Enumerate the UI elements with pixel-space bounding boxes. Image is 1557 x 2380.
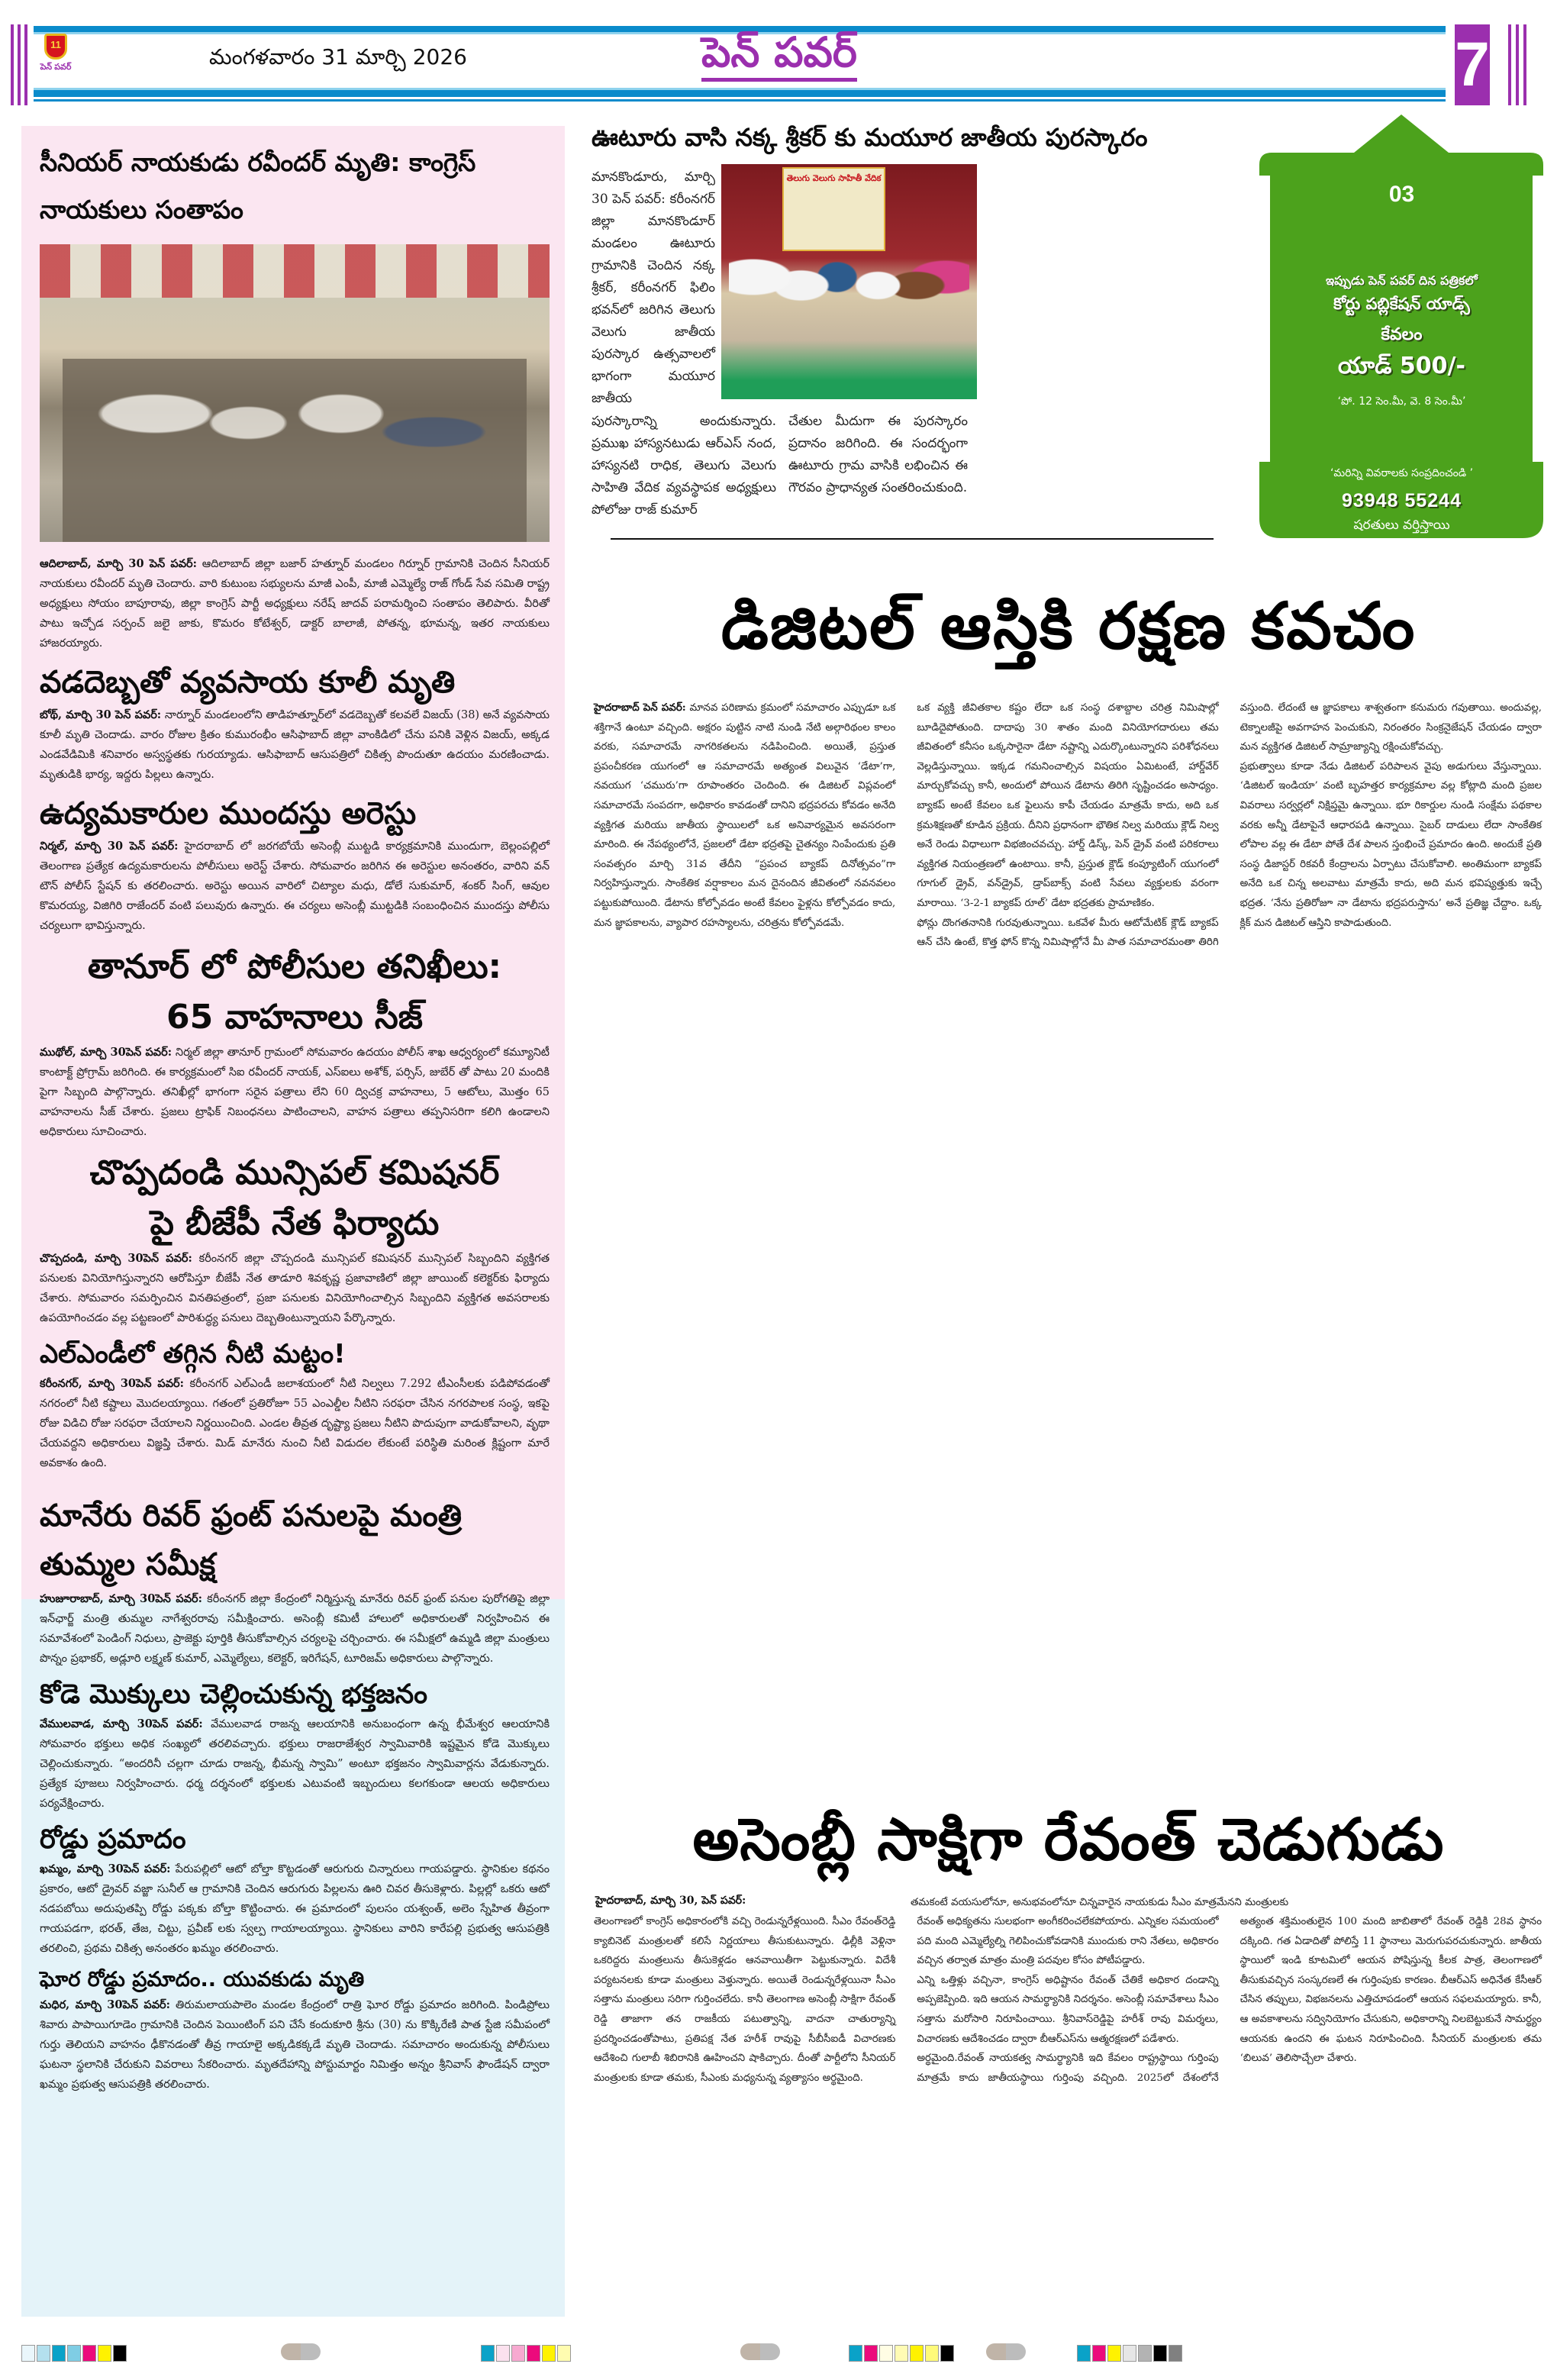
masthead-band-bottom: [34, 90, 1446, 97]
photo-stage-banner: తెలుగు వెలుగు సాహితీ వేదిక: [782, 167, 885, 251]
revanth-paragraph: తెలంగాణలో కాంగ్రెస్ అధికారంలోకి వచ్చి రెండున్నరేళ్లయింది. సీఎం రేవంత్‌రెడ్డి క్యాబినెట్ మంత్రులతో కలిసే నిర్ణయాలు తీసుకుటున్నారు. ఢిల్లీకి వెళ్లినా ఒకరిద్దరు మంత్రలును తీసుకెళ్లడం ఆనవాయితీగా పెట్టుకున్నారు. విదేశీ పర్యటనలకు కూడా మంత్రులు వెళ్తున్నారు. అయితే రెండున్నరేళ్లయినా సీఎం సత్తాను మంత్రులు సరిగా గుర్తించలేదు. కానీ తెలంగాణ అసెంబ్లీ సాక్షిగా రేవంత్ రెడ్డి తాజాగా తన రాజకీయ పటుత్వాన్ని, వాదనా చాతుర్యాన్ని ప్రదర్శించడంతోపాటు, ప్రతిపక్ష నేత హరీశ్ రావుపై సీబీసీఐడీ విచారణకు ఆదేశించి గులాబీ శిబిరానికి ఊహించని షాకిచ్చారు. దీంతో పార్టీలోని సీనియర్ మంత్రులకు కూడా తమకు, సీఎంకు మధ్యనున్న వ్యత్యాసం అర్థమైంది.: [594, 1916, 896, 2084]
registration-pill: [986, 2343, 1026, 2360]
news-article: [40, 791, 550, 936]
news-article: [40, 1965, 550, 2095]
color-swatch: [557, 2345, 571, 2362]
article-body: కరీంనగర్, మార్చి 30పెన్ పవర్: కరీంనగర్ ఎల్ఎండీ జలాశయంలో నీటి నిల్వలు 7.292 టీఎంసీలకు పడిపోవడంతో నగరంలో నీటి కష్టాలు మొదలయ్యాయి. గతంలో ప్రతిరోజూ 55 ఎంఎల్డీల నీటిని సరఫరా చేసిన నగరపాలక సంస్థ, ఇకపై రోజు విడిచి రోజు సరఫరా చేయాలని నిర్ణయించింది. ఎండల తీవ్రత దృష్ట్యా ప్రజలు నీటిని పొదుపుగా వాడుకోవాలని, వృథా చేయవద్దని అధికారులు విజ్ఞప్తి చేశారు. మిడ్ మానేరు నుంచి నీటి విడుదల లేకుంటే పరిస్థితి మరింత క్లిష్టంగా మారే అవకాశం ఉంది.: [40, 1377, 550, 1469]
article-body: నిర్మల్, మార్చి 30 పెన్ పవర్: హైదరాబాద్ లో జరగబోయే అసెంబ్లీ ముట్టడి కార్యక్రమానికి ముందుగా, బెల్లంపల్లిలో తెలంగాణ ప్రత్యేక ఉద్యమకారులను పోలీసులు అరెస్ట్ చేశారు. సోమవారం జరిగిన ఈ అరెస్టుల అనంతరం, వారిని వన్ టౌన్ పోలీస్ స్టేషన్ కు తరలించారు. అరెస్టు అయిన వారిలో చిట్యాల మధు, డోలే సుకుమార్, శంకర్ సింగ్, ఆవుల కొమరయ్య, విజిగిరి రాజేందర్ వంటి పలువురు ఉన్నారు. ఈ చర్యలు అసెంబ్లీ ముట్టడికి సంబంధించిన ముందస్తు పోలీసు చర్యలుగా భావిస్తున్నారు.: [40, 840, 550, 932]
feature-paragraph: ఫోన్లు దొంగతనానికి గురవుతున్నాయి. ఒకవేళ మీరు ఆటోమేటిక్ క్లౌడ్ బ్యాకప్ ఆన్ చేసి ఉంటే, కొత్త ఫోన్ కొన్న నిమిషాల్లోనే మీ పాత సమాచారమంతా తిరిగి వస్తుంది. లేదంటే ఆ జ్ఞాపకాలు శాశ్వతంగా కనుమరు గవుతాయి. అందువల్ల, టెక్నాలజీపై అవగాహన పెంచుకుని, నిరంతరం సింక్రనైజేషన్ చేయడం ద్వారా మన వ్యక్తిగత డిజిటల్ సామ్రాజ్యాన్ని రక్షించుకోవచ్చు.: [917, 702, 1542, 949]
color-swatch: [67, 2345, 81, 2362]
feature-headline: డిజిటల్ ఆస్తికి రక్షణ కవచం: [720, 589, 1417, 663]
article-headline: రోడ్డు ప్రమాదం: [40, 1824, 186, 1855]
article-dateline: నిర్మల్, మార్చి 30 పెన్ పవర్:: [40, 840, 179, 853]
feature-paragraph: హైదరాబాద్ పెన్ పవర్: మానవ పరిణామ క్రమంలో సమాచారం ఎప్పుడూ ఒక శక్తిగానే ఉంటూ వచ్చింది. అక్షరం పుట్టిన నాటి నుండి నేటి అల్గారిథంల కాలం వరకు, సమాచారమే నాగరికతలను నడిపించింది. అయితే, ప్రస్తుత ప్రపంచీకరణ యుగంలో ఆ సమాచారమే అత్యంత విలువైన ‘డేటా’గా, నవయుగ ‘చమురు’గా రూపాంతరం చెందింది. ఈ డిజిటల్ విప్లవంలో సమాచారమే సంపదగా, అధికారం కావడంతో దానిని భద్రపరచు కోవడం అనేది వ్యక్తిగత మరియు జాతీయ స్థాయిలలో ఒక అనివార్యమైన అవసరంగా మారింది. ఈ నేపథ్యంలోనే, ప్రజలలో డేటా భద్రతపై చైతన్యం నింపేందుకు ప్రతి సంవత్సరం మార్చి 31వ తేదీని “ప్రపంచ బ్యాకప్ దినోత్సవం”గా నిర్వహిస్తున్నారు. సాంకేతిక వర్షాకాలం మన దైనందిన జీవితంలో నవనవలం పట్టుకుపోయింది. డేటాను కోల్పోవడం అంటే కేవలం ఫైళ్లను కోల్పోవడం కాదు, మన జ్ఞాపకాలను, వ్యాపార రహస్యాలను, చరిత్రను కోల్పోవడమే.: [594, 701, 896, 929]
article-headline: మానేరు రివర్ ఫ్రంట్ పనులపై మంత్రి తుమ్మల సమీక్ష: [40, 1498, 463, 1582]
article-dateline: చొప్పదండి, మార్చి 30పెన్ పవర్:: [40, 1252, 192, 1265]
article-dateline: కరీంనగర్, మార్చి 30పెన్ పవర్:: [40, 1377, 184, 1390]
article-dateline: మధిర, మార్చి 30పెన్ పవర్:: [40, 1998, 170, 2011]
revanth-body-columns: [594, 1912, 1542, 2271]
article-body: మధిర, మార్చి 30పెన్ పవర్: తిరుమలాయపాలెం మండల కేంద్రంలో రాత్రి ఘోర రోడ్డు ప్రమాదం జరిగింది. పిండిప్రోలు శివారు పాపాయిగూడెం గ్రామానికి చెందిన పెయింటింగ్ పని చేసే కందుకూరి శ్రీను (30) ను కొక్కిరేణి పాత స్టేజి సమీపంలో గుర్తు తెలియని వాహనం ఢీకొనడంతో తీవ్ర గాయాలై అక్కడికక్కడే మృతి చెందాడు. సమాచారం అందుకున్న పోలీసులు ఘటనా స్థలానికి చేరుకుని వివరాలు సేకరించారు. మృతదేహాన్ని పోస్టుమార్టం నిమిత్తం అన్నం శ్రీనివాస్ ఫౌండేషన్ ద్వారా ఖమ్మం ప్రభుత్వ ఆసుపత్రికి తరలించారు.: [40, 1998, 550, 2091]
color-swatch: [1153, 2345, 1167, 2362]
masthead: [11, 24, 1537, 105]
masthead-stripe: [1523, 24, 1526, 105]
newspaper-title: పెన్ పవర్: [701, 27, 857, 82]
article-headline: తానూర్ లో పోలీసుల తనిఖీలు: 65 వాహనాలు సీజ్: [87, 947, 502, 1037]
news-article: [40, 1492, 550, 1669]
article-body: బోథ్, మార్చి 30 పెన్ పవర్: నార్నూర్ మండలంలోని తాడిహత్నూర్‌లో వడదెబ్బతో కలవలే విజయ్ (38) అనే వ్యవసాయ కూలీ మృతి చెందాడు. వారం రోజుల క్రితం కుమురంభీం ఆసిఫాబాద్ జిల్లా వాంకిడిలో చేను పనికి వెళ్లిన విజయ్, అక్కడ ఎండవేడిమికి శనివారం అస్వస్థతకు గురయ్యాడు. ఆసిఫాబాద్ ఆసుపత్రిలో చికిత్స పొందుతూ ఉదయం మరణించాడు. మృతుడికి భార్య, ఇద్దరు పిల్లలు ఉన్నారు.: [40, 708, 550, 781]
masthead-stripe: [18, 24, 21, 105]
ad-number: 03: [1388, 182, 1415, 207]
masthead-band-bottom-thin: [34, 99, 1446, 102]
page-number: 7: [1455, 24, 1490, 105]
color-swatch: [481, 2345, 495, 2362]
color-swatch: [21, 2345, 35, 2362]
article-headline: వడదెబ్బతో వ్యవసాయ కూలీ మృతి: [40, 665, 456, 700]
photo-tent: [40, 244, 550, 298]
feature-dateline: హైదరాబాద్ పెన్ పవర్:: [594, 701, 686, 714]
section-divider: [611, 538, 1214, 540]
article-body: ఆదిలాబాద్, మార్చి 30 పెన్ పవర్: ఆదిలాబాద్ జిల్లా బజార్ హత్నూర్ మండలం గిర్నూర్ గ్రామానికి చెందిన సీనియర్ నాయకులు రవీందర్ మృతి చెందారు. వారి కుటుంబ సభ్యులను మాజీ ఎంపీ, మాజీ ఎమ్మెల్యే రాజ్ గోండ్ సేవ సమితి రాష్ట్ర అధ్యక్షులు సోయం బాపూరావు, జిల్లా కాంగ్రెస్ పార్టీ అధ్యక్షులు నరేష్ జాదవ్ పరామర్శించి సంతాపం తెలిపారు. వీరితో పాటు ఇచ్చోడ సర్పంచ్ జలై జాకు, కొమరం కోటేశ్వర్, డాక్టర్ బాలాజీ, పోతన్న, భూమన్న, ఇతర నాయకులు హాజరయ్యారు.: [40, 557, 550, 650]
article-headline: చొప్పదండి మున్సిపల్ కమిషనర్ పై బీజేపీ నేత ఫిర్యాదు: [89, 1153, 500, 1243]
registration-pill: [740, 2343, 780, 2360]
revanth-paragraph: ఎన్ని ఒత్తిళ్లు వచ్చినా, కాంగ్రెస్ అధిష్టానం రేవంత్ చేతికే అధికార దండాన్ని అప్పజెప్పింది. ఇది ఆయన సామర్థ్యానికి నిదర్శనం. అసెంబ్లీ సమావేశాలు సీఎం సత్తాను మరోసారి నిరూపించాయి. శ్రీనివాస్‌రెడ్డిపై హరీశ్ రావు విమర్శలు, విచారణకు ఆదేశించడం ద్వారా బీఆర్ఎస్‌ను ఆత్మరక్షణలో పడేశారు.: [917, 1974, 1219, 2045]
color-swatch: [1077, 2345, 1091, 2362]
color-swatch: [925, 2345, 939, 2362]
ad-line-title: కోర్టు పబ్లికేషన్ యాడ్స్: [1333, 295, 1470, 313]
newspaper-logo: [37, 32, 75, 84]
revanth-paragraph: రేవంత్ అధిక్యతను సులభంగా అంగీకరించలేకపోయారు. ఎన్నికల సమయంలో పది మంది ఎమ్మెల్యేల్ని గెలిపించుకోవడానికి ముందుకు రాని నేతలు, అధికారం వచ్చిన తర్వాత మాత్రం మంత్రి పదవుల కోసం పోటీపడ్డారు.: [917, 1916, 1219, 1967]
revanth-intro: తమకంటే వయసులోనూ, అనుభవంలోనూ చిన్నవారైన నాయకుడు సీఎం మాత్రమేనని మంత్రులకు: [911, 1897, 1289, 1908]
feature-paragraph: ఒక వ్యక్తి జీవితకాల కష్టం లేదా ఒక సంస్థ దశాబ్దాల చరిత్ర నిమిషాల్లో బూడిదైపోతుంది. దాదాపు 30 శాతం మంది వినియోగదారులు తమ జీవితంలో కనీసం ఒక్కసారైనా డేటా నష్టాన్ని ఎదుర్కొంటున్నారని పరిశోధనలు వెల్లడిస్తున్నాయి. ఇక్కడ గమనించాల్సిన విషయం ఏమిటంటే, హార్డ్‌వేర్ మార్చుకోవచ్చు కానీ, అందులో పోయిన డేటాను తిరిగి సృష్టించడం అసాధ్యం. బ్యాకప్ అంటే కేవలం ఒక ఫైలును కాపీ చేయడం మాత్రమే కాదు, అది ఒక క్రమశిక్షణతో కూడిన ప్రక్రియ. దీనిని ప్రధానంగా భౌతిక నిల్వ మరియు క్లౌడ్ నిల్వ అనే రెండు విధాలుగా విభజించవచ్చు. హార్డ్ డిస్క్, పెన్ డ్రైవ్ వంటి పరికరాలు వ్యక్తిగత నియంత్రణలో ఉంటాయి. కానీ, ప్రస్తుత క్లౌడ్ కంప్యూటింగ్ యుగంలో గూగుల్ డ్రైవ్, వన్‌డ్రైవ్, డ్రాప్‌బాక్స్ వంటి సేవలు వ్యక్తులకు వరంగా మారాయి. ‘3-2-1 బ్యాకప్ రూల్’ డేటా భద్రతకు ప్రామాణికం.: [917, 702, 1219, 909]
revanth-headline: అసెంబ్లీ సాక్షిగా రేవంత్ చెడుగుడు: [692, 1805, 1445, 1873]
award-body-right: చేతుల మీదుగా ఈ పురస్కారం ప్రదానం జరిగింది. ఈ సందర్భంగా ఊటూరు గ్రామ వాసికి లభించిన ఈ గౌరవం ప్రాధాన్యత సంతరించుకుంది.: [788, 414, 968, 495]
masthead-stripe: [1508, 24, 1511, 105]
photo-people: [729, 210, 969, 378]
article-body: హుజూరాబాద్, మార్చి 30పెన్ పవర్: కరీంనగర్ జిల్లా కేంద్రంలో నిర్మిస్తున్న మానేరు రివర్ ఫ్రంట్ పనుల పురోగతిపై జిల్లా ఇన్‌ఛార్జ్ మంత్రి తుమ్మల నాగేశ్వరరావు సమీక్షించారు. అసెంబ్లీ కమిటీ హాలులో అధికారులతో నిర్వహించిన ఈ సమావేశంలో పెండింగ్ నిధులు, ప్రాజెక్టు పూర్తికి తీసుకోవాల్సిన చర్యలపై చర్చించారు. ఈ సమీక్షలో ఉమ్మడి జిల్లా మంత్రులు పొన్నం ప్రభాకర్, అడ్లూరి లక్ష్మణ్ కుమార్, ఎమ్మెల్యేలు, కలెక్టర్, ఇరిగేషన్, టూరిజమ్ అధికారులు పాల్గొన్నారు.: [40, 1592, 550, 1665]
article-dateline: వేములవాడ, మార్చి 30పెన్ పవర్:: [40, 1717, 203, 1730]
news-article: [40, 659, 550, 785]
color-swatch: [910, 2345, 924, 2362]
news-article: [40, 1334, 550, 1473]
article-headline: ఎల్ఎండీలో తగ్గిన నీటి మట్టం!: [40, 1339, 346, 1369]
ad-terms: షరతులు వర్తిస్తాయి: [1353, 518, 1450, 533]
color-swatch: [113, 2345, 127, 2362]
award-photo: [721, 164, 977, 399]
color-swatch: [849, 2345, 862, 2362]
color-swatch: [98, 2345, 111, 2362]
article-headline: ఉద్యమకారుల ముందస్తు అరెస్టు: [40, 796, 417, 831]
news-article: [40, 130, 550, 653]
court-publication-ad: [1259, 114, 1544, 538]
article-dateline: ఆదిలాబాద్, మార్చి 30 పెన్ పవర్:: [40, 557, 197, 570]
feature-body-columns: [594, 698, 1542, 1714]
color-registration-strip: [481, 2345, 571, 2362]
masthead-stripe: [1516, 24, 1519, 105]
article-headline: సీనియర్ నాయకుడు రవీందర్ మృతి: కాంగ్రెస్ నాయకులు సంతాపం: [40, 147, 476, 224]
article-body: చొప్పదండి, మార్చి 30పెన్ పవర్: కరీంనగర్ జిల్లా చొప్పదండి మున్సిపల్ కమిషనర్ మున్సిపల్ సిబ్బందిని వ్యక్తిగత పనులకు వినియోగిస్తున్నారని ఆరోపిస్తూ బీజేపీ నేత తాడూరి శివకృష్ణ ప్రజావాణిలో జిల్లా జాయింట్ కలెక్టర్‌కు ఫిర్యాదు చేశారు. సోమవారం సమర్పించిన వినతిపత్రంలో, ప్రజా పనులకు వినియోగించాల్సిన సిబ్బందిని వ్యక్తిగత అవసరాలకు ఉపయోగించడం వల్ల పట్టణంలో పారిశుద్ధ్య పనులు దెబ్బతింటున్నాయని పేర్కొన్నారు.: [40, 1252, 550, 1324]
left-news-column: [40, 130, 550, 2101]
color-swatch: [542, 2345, 556, 2362]
color-registration-strip: [1077, 2345, 1182, 2362]
logo-label: పెన్ పవర్: [40, 63, 72, 72]
award-headline: ఊటూరు వాసి నక్క శ్రీకర్ కు మయూర జాతీయ పురస్కారం: [592, 123, 1148, 152]
issue-date: మంగళవారం 31 మార్చి 2026: [209, 44, 467, 69]
revanth-paragraph: అర్థమైంది.రేవంత్ నాయకత్వ సామర్థ్యానికి ఇది కేవలం రాష్ట్రస్థాయి గుర్తింపు మాత్రమే కాదు జాతీయస్థాయి గుర్తింపు వచ్చింది. 2025లో దేశంలోనే అత్యంత శక్తిమంతులైన 100 మంది జాబితాలో రేవంత్ రెడ్డికి 28వ స్థానం దక్కింది. గత ఏడాదితో పోలిస్తే 11 స్థానాలు మెరుగుపరచుకున్నారు. జాతీయ స్థాయిలో ఇండి కూటమిలో ఆయన పోషిస్తున్న కీలక పాత్ర, తెలంగాణలో తీసుకువచ్చిన సంస్కరణలే ఈ గుర్తింపుకు కారణం. బీఆర్ఎస్ అధినేత కేసీఆర్ చేసిన తప్పులు, విభజనలను ఎత్తిచూపడంలో ఆయన సఫలమయ్యారు. కానీ, ఆ అవకాశాలను సద్వినియోగం చేసుకుని, అధికారాన్ని నిలబెట్టుకునే సామర్థ్యం ఆయనకు ఉందని ఈ ఘటన నిరూపించింది. సీనియర్ మంత్రులకు తమ ‘బిలువ’ తెలిసొచ్చేలా చేశారు.: [917, 1916, 1542, 2084]
photo-crowd: [63, 359, 527, 542]
color-swatch: [511, 2345, 525, 2362]
masthead-stripe: [11, 24, 14, 105]
article-headline: కోడె మొక్కులు చెల్లించుకున్న భక్తజనం: [40, 1679, 427, 1710]
ad-price: యాడ్ 500/-: [1338, 353, 1465, 379]
color-swatch: [52, 2345, 66, 2362]
color-swatch: [1092, 2345, 1106, 2362]
article-headline: ఘోర రోడ్డు ప్రమాదం.. యువకుడు మృతి: [40, 1968, 365, 1991]
article-body: వేములవాడ, మార్చి 30పెన్ పవర్: వేములవాడ రాజన్న ఆలయానికి అనుబంధంగా ఉన్న భీమేశ్వర ఆలయానికి సోమవారం భక్తులు అధిక సంఖ్యలో తరలివచ్చారు. భక్తులు రాజరాజేశ్వర స్వామివారికి ఇష్టమైన కోడె మొక్కులు చెల్లించుకున్నారు. “అందరినీ చల్లగా చూడు రాజన్న, భీమన్న స్వామి” అంటూ భక్తజనం స్వామివార్లను వేడుకున్నారు. ప్రత్యేక పూజలు నిర్వహించారు. ధర్మ దర్శనంలో భక్తులకు ఎటువంటి ఇబ్బందులు కలగకుండా ఆలయ అధికారులు పర్యవేక్షించారు.: [40, 1717, 550, 1810]
color-swatch: [895, 2345, 908, 2362]
color-swatch: [864, 2345, 878, 2362]
article-body: ఖమ్మం, మార్చి 30పెన్ పవర్: పేరుపల్లిలో ఆటో బోల్తా కొట్టడంతో ఆరుగురు చిన్నారులు గాయపడ్డారు. స్థానికుల కథనం ప్రకారం, ఆటో డ్రైవర్ వజ్జా సునీల్ ఆ గ్రామానికి చెందిన ఆరుగురు పిల్లలను ఊరి చివర తీసుకెళ్లారు. పిల్లల్లో ఒకరు ఆటో నడపబోయి అదుపుతప్పి రోడ్డు పక్కకు బోల్తా కొట్టించారు. ఈ ప్రమాదంలో పులసం యశ్వంత్, అలెం స్నేహిత తీవ్రంగా గాయపడగా, భరత్, తేజ, చిట్టు, ప్రవీణ్ లకు స్వల్ప గాయాలయ్యాయి. స్థానికులు వారిని కారేపల్లి ప్రభుత్వ ఆసుపత్రికి తరలించి, ప్రథమ చికిత్స అనంతరం ఖమ్మం తరలించారు.: [40, 1862, 550, 1955]
feature-paragraph: ప్రభుత్వాలు కూడా నేడు డిజిటల్ పరిపాలన వైపు అడుగులు వేస్తున్నాయి. ‘డిజిటల్ ఇండియా’ వంటి బృహత్తర కార్యక్రమాల వల్ల కోట్లాది మంది ప్రజల వివరాలు సర్వర్లలో నిక్షిప్తమై ఉన్నాయి. భూ రికార్డుల నుండి సంక్షేమ పథకాల వరకు అన్నీ డేటాపైనే ఆధారపడి ఉన్నాయి. సైబర్ దాడులు లేదా సాంకేతిక లోపాల వల్ల ఈ డేటా పోతే దేశ పాలన స్తంభించే ప్రమాదం ఉంది. అందుకే ప్రతి సంస్థ డిజాస్టర్ రికవరీ కేంద్రాలను ఏర్పాటు చేసుకోవాలి. అంతిమంగా బ్యాకప్ అనేది ఒక చిన్న అలవాటు మాత్రమే కాదు, అది మన భవిష్యత్తుకు ఇచ్చే భద్రత. ‘నేను ప్రతిరోజూ నా డేటాను భద్రపరుస్తాను’ అనే ప్రతిజ్ఞ చేద్దాం. ఒక్క క్లిక్ మన డిజిటల్ ఆస్తిని కాపాడుతుంది.: [1239, 760, 1542, 929]
color-swatch: [1123, 2345, 1136, 2362]
article-body: ముథోల్, మార్చి 30పెన్ పవర్: నిర్మల్ జిల్లా తానూర్ గ్రామంలో సోమవారం ఉదయం పోలీస్ శాఖ ఆధ్వర్యంలో కమ్యూనిటీ కాంటాక్ట్ ప్రోగ్రామ్ జరిగింది. ఈ కార్యక్రమంలో సిఐ రవీందర్ నాయక్, ఎస్ఐలు అశోక్, పర్సిస్, జుబేర్ తో పాటు 20 మందికి పైగా సిబ్బంది పాల్గొన్నారు. తనిఖీల్లో భాగంగా సరైన పత్రాలు లేని 60 ద్విచక్ర వాహనాలు, 5 ఆటోలు, మొత్తం 65 వాహనాలను సీజ్ చేశారు. ప్రజలు ట్రాఫిక్ నిబంధనలు పాటించాలని, వాహన పత్రాలు తప్పనిసరిగా కలిగి ఉండాలని అధికారులు సూచించారు.: [40, 1046, 550, 1138]
color-swatch: [1107, 2345, 1121, 2362]
news-article: [40, 942, 550, 1142]
color-swatch: [496, 2345, 510, 2362]
ad-size-note: ‘పో. 12 సెం.మీ, వె. 8 సెం.మీ’: [1337, 395, 1466, 408]
award-body-left: మానకొండూరు, మార్చి 30 పెన్ పవర్: కరీంనగర్ జిల్లా మానకొండూర్ మండలం ఊటూరు గ్రామానికి చెందిన నక్క శ్రీకర్, కరీంనగర్ ఫిలిం భవన్‌లో జరిగిన తెలుగు వెలుగు జాతీయ పురస్కార ఉత్సవాలలో భాగంగా మయూర జాతీయ: [592, 169, 715, 406]
registration-pill: [281, 2343, 321, 2360]
ad-contact-note: ‘మరిన్ని వివరాలకు సంప్రదించండి ’: [1330, 467, 1474, 479]
color-swatch: [879, 2345, 893, 2362]
revanth-dateline: హైదరాబాద్, మార్చి 30, పెన్ పవర్:: [595, 1895, 746, 1907]
article-dateline: హుజూరాబాద్, మార్చి 30పెన్ పవర్:: [40, 1592, 202, 1605]
color-swatch: [82, 2345, 96, 2362]
color-swatch: [1138, 2345, 1152, 2362]
ad-line-only: కేవలం: [1381, 325, 1423, 344]
article-dateline: బోథ్, మార్చి 30 పెన్ పవర్:: [40, 708, 162, 721]
article-dateline: ముథోల్, మార్చి 30పెన్ పవర్:: [40, 1046, 172, 1059]
color-registration-strip: [849, 2345, 954, 2362]
article-photo: [40, 244, 550, 542]
news-article: [40, 1675, 550, 1814]
color-swatch: [37, 2345, 50, 2362]
anniversary-shield-icon: 11: [44, 34, 67, 60]
ad-line-intro: ఇప్పుడు పెన్ పవర్ దిన పత్రికలో: [1326, 273, 1478, 288]
news-article: [40, 1148, 550, 1328]
news-article: [40, 1820, 550, 1959]
award-body-continued: పురస్కారాన్ని అందుకున్నారు. ప్రముఖ హాస్యనటుడు ఆర్ఎస్ నంద, హాస్యనటి రాధిక, తెలుగు వెలుగు సాహితి వేదిక వ్యవస్థాపక అధ్యక్షులు పోలోజు రాజ్ కుమార్: [592, 414, 776, 518]
color-swatch: [1169, 2345, 1182, 2362]
ad-phone[interactable]: 93948 55244: [1342, 490, 1462, 511]
article-dateline: ఖమ్మం, మార్చి 30పెన్ పవర్:: [40, 1862, 171, 1875]
color-swatch: [940, 2345, 954, 2362]
color-registration-strip: [21, 2345, 127, 2362]
color-swatch: [527, 2345, 540, 2362]
masthead-stripe: [24, 24, 27, 105]
